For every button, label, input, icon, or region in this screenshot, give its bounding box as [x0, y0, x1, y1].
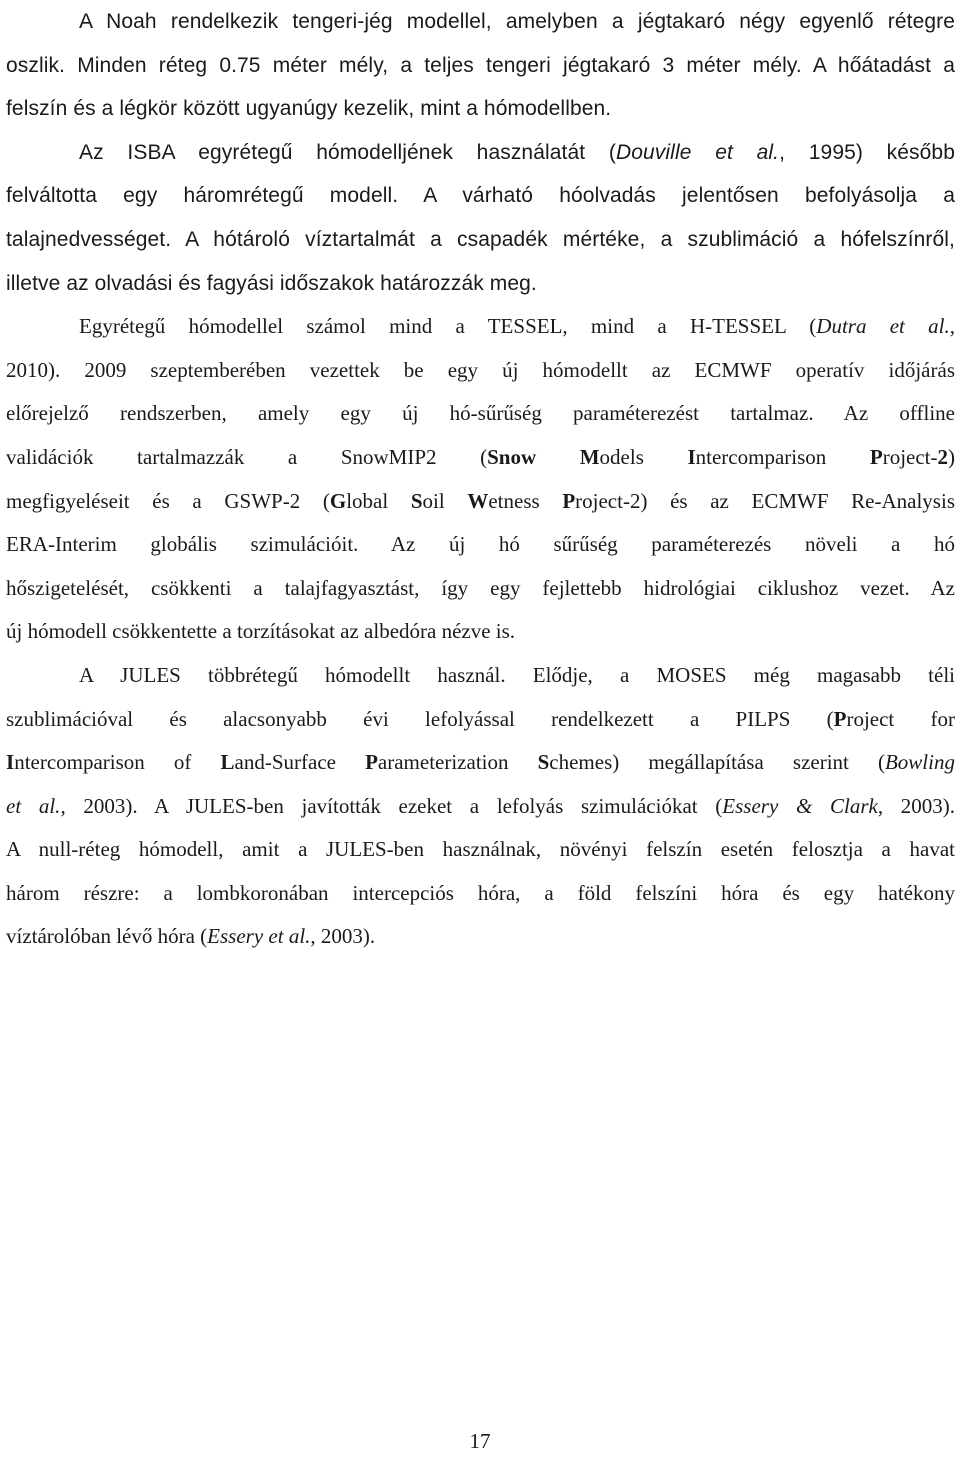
page-number: 17	[469, 1429, 491, 1453]
text-segment: 2010). 2009 szeptemberében vezettek be egy új hómodellt az ECMWF operatív időjárás	[6, 357, 955, 382]
bold-text: L	[220, 750, 235, 775]
text-line	[6, 262, 955, 306]
text-line	[6, 349, 955, 393]
bold-text: M	[579, 444, 600, 469]
text-segment: hőszigetelését, csökkenti a talajfagyasztást, így egy fejlettebb hidrológiai ciklushoz vezet. Az	[6, 575, 955, 600]
bold-text: 2	[937, 444, 948, 469]
text-segment: roject-2) és az ECMWF Re-Analysis	[575, 488, 955, 513]
text-segment: lobal	[346, 488, 411, 513]
paragraph	[6, 305, 955, 654]
text-line	[6, 0, 955, 44]
paragraph	[6, 0, 955, 131]
paragraph	[6, 654, 955, 959]
text-line	[6, 174, 955, 218]
text-segment: megfigyeléseit és a GSWP-2 (	[6, 488, 330, 513]
text-segment: A Noah rendelkezik tengeri-jég modellel, amelyben a jégtakaró négy egyenlő rétegre	[79, 10, 955, 33]
bold-text: P	[833, 706, 847, 731]
text-segment: három részre: a lombkoronában intercepciós hóra, a föld felszíni hóra és egy hatékony	[6, 880, 955, 905]
text-line	[6, 915, 955, 959]
text-line	[6, 785, 955, 829]
text-segment: ntercomparison of	[14, 750, 221, 775]
text-line	[6, 392, 955, 436]
text-segment: oszlik. Minden réteg 0.75 méter mély, a teljes tengeri jégtakaró 3 méter mély. A hőátadást a	[6, 53, 955, 77]
bold-text: I	[6, 750, 15, 775]
text-line	[6, 131, 955, 175]
bold-text: G	[329, 488, 347, 513]
paragraph	[6, 131, 955, 305]
text-segment: etness	[488, 488, 563, 513]
text-segment: A JULES többrétegű hómodellt használ. Elődje, a MOSES még magasabb téli	[79, 662, 955, 687]
italic-text: Dutra et al.	[816, 314, 950, 339]
text-segment: talajnedvességet. A hótároló víztartalmát a csapadék mértéke, a szublimáció a hófelszínről,	[6, 227, 955, 251]
italic-text: et al.	[6, 793, 61, 818]
text-segment: , 1995) később	[779, 140, 955, 164]
text-segment: , 2003). A JULES-ben javították ezeket a lefolyás szimulációkat (	[60, 793, 723, 818]
text-line	[6, 872, 955, 916]
bold-text: I	[687, 444, 696, 469]
text-segment: ntercomparison	[695, 444, 870, 469]
text-line	[6, 87, 955, 131]
bold-text: S	[537, 750, 550, 775]
text-segment: szublimációval és alacsonyabb évi lefolyással rendelkezett a PILPS (	[6, 706, 834, 731]
italic-text: Douville et al.	[615, 140, 780, 164]
text-segment: arameterization	[377, 750, 538, 775]
italic-text: Bowling	[884, 750, 955, 775]
text-line	[6, 741, 955, 785]
text-line	[6, 567, 955, 611]
text-line	[6, 480, 955, 524]
text-segment: illetve az olvadási és fagyási időszakok határozzák meg.	[6, 271, 537, 295]
text-segment: )	[948, 444, 955, 469]
bold-text: S	[410, 488, 423, 513]
bold-text: W	[467, 488, 489, 513]
text-segment	[536, 445, 580, 469]
text-line	[6, 610, 955, 654]
bold-text: Snow	[487, 444, 537, 469]
bold-text: P	[869, 444, 883, 469]
text-line	[6, 654, 955, 698]
text-segment: , 2003).	[877, 793, 955, 818]
text-segment: Az ISBA egyrétegű hómodelljének használatát (	[79, 140, 616, 164]
text-line	[6, 218, 955, 262]
document-page	[6, 0, 955, 959]
text-segment: A null-réteg hómodell, amit a JULES-ben használnak, növényi felszín esetén felosztja a havat	[6, 837, 955, 862]
text-segment: előrejelző rendszerben, amely egy új hó-sűrűség paraméterezést tartalmaz. Az offline	[6, 401, 955, 426]
text-segment: chemes) megállapítása szerint (	[549, 750, 885, 775]
text-segment: roject for	[846, 706, 955, 731]
bold-text: P	[562, 488, 576, 513]
text-line	[6, 523, 955, 567]
text-segment: and-Surface	[234, 750, 366, 775]
text-segment: , 2003).	[310, 924, 376, 949]
text-line	[6, 44, 955, 88]
text-line	[6, 698, 955, 742]
text-segment: odels	[599, 444, 688, 469]
text-segment: víztárolóban lévő hóra (	[6, 924, 208, 949]
italic-text: Essery & Clark	[722, 793, 878, 818]
text-segment: ,	[949, 314, 955, 339]
text-segment: Egyrétegű hómodellel számol mind a TESSEL, mind a H-TESSEL (	[79, 314, 817, 339]
text-segment: roject-	[882, 444, 938, 469]
text-segment: validációk tartalmazzák a SnowMIP2 (	[6, 444, 488, 469]
italic-text: Essery et al.	[207, 924, 311, 949]
text-line	[6, 828, 955, 872]
text-segment: felszín és a légkör között ugyanúgy kezelik, mint a hómodellben.	[6, 97, 612, 121]
text-segment: felváltotta egy háromrétegű modell. A várható hóolvadás jelentősen befolyásolja a	[6, 184, 955, 208]
text-line	[6, 305, 955, 349]
text-segment: oil	[422, 488, 468, 513]
text-line	[6, 436, 955, 480]
bold-text: P	[365, 750, 378, 775]
text-segment: ERA-Interim globális szimulációit. Az új hó sűrűség paraméterezés növeli a hó	[6, 532, 955, 557]
text-segment: új hómodell csökkentette a torzításokat az albedóra nézve is.	[6, 619, 516, 644]
